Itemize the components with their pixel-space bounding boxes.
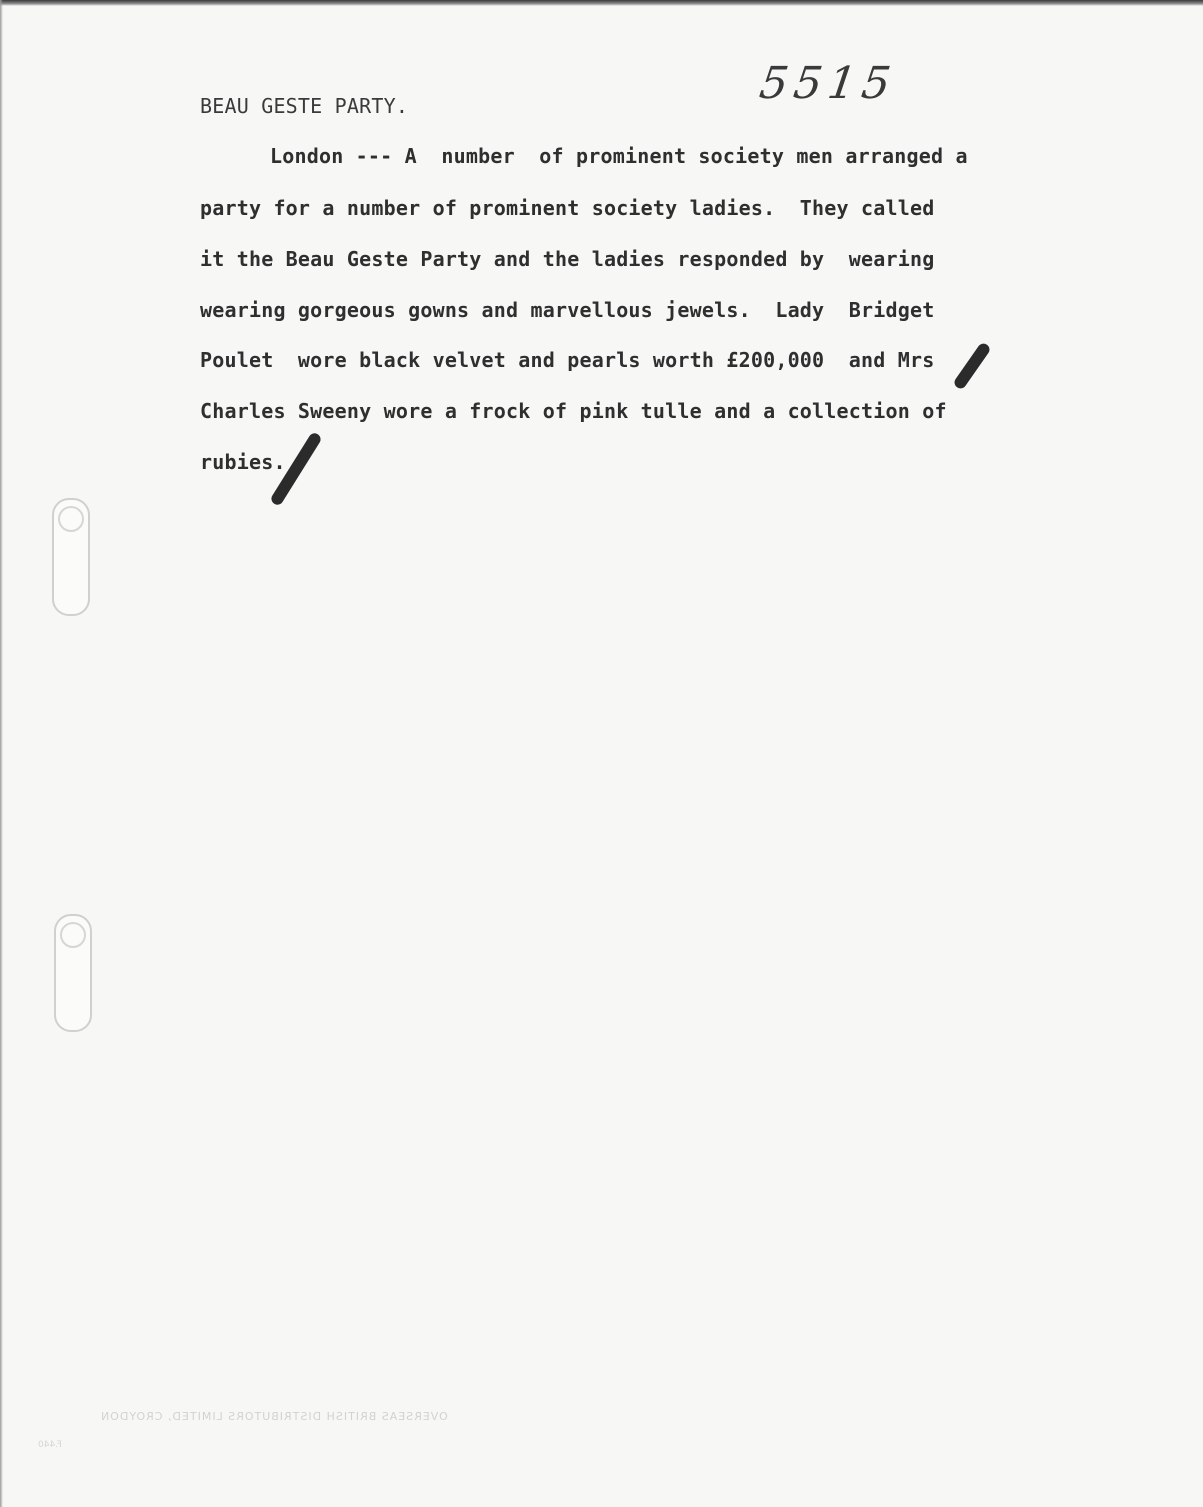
footer-code: F.440 [38, 1440, 62, 1450]
body-line-3: it the Beau Geste Party and the ladies responded by wearing [200, 247, 935, 271]
ink-slash-mark [952, 341, 992, 390]
punch-hole-bottom [54, 914, 92, 1032]
footer-imprint: OVERSEAS BRITISH DISTRIBUTORS LIMITED, CROYDON [100, 1410, 448, 1423]
body-line-1: London --- A number of prominent society men arranged a [270, 144, 968, 168]
body-line-5: Poulet wore black velvet and pearls worth £200,000 and Mrs [200, 348, 935, 372]
body-line-7: rubies. [200, 450, 286, 474]
document-title: BEAU GESTE PARTY. [200, 94, 409, 118]
body-line-2: party for a number of prominent society ladies. They called [200, 196, 935, 220]
body-line-6: Charles Sweeny wore a frock of pink tulle and a collection of [200, 399, 947, 423]
punch-hole-top [52, 498, 90, 616]
page-top-edge [0, 0, 1203, 6]
page-left-edge [0, 0, 3, 1507]
handwritten-number: 5515 [756, 58, 900, 109]
body-line-4: wearing gorgeous gowns and marvellous jewels. Lady Bridget [200, 298, 935, 322]
